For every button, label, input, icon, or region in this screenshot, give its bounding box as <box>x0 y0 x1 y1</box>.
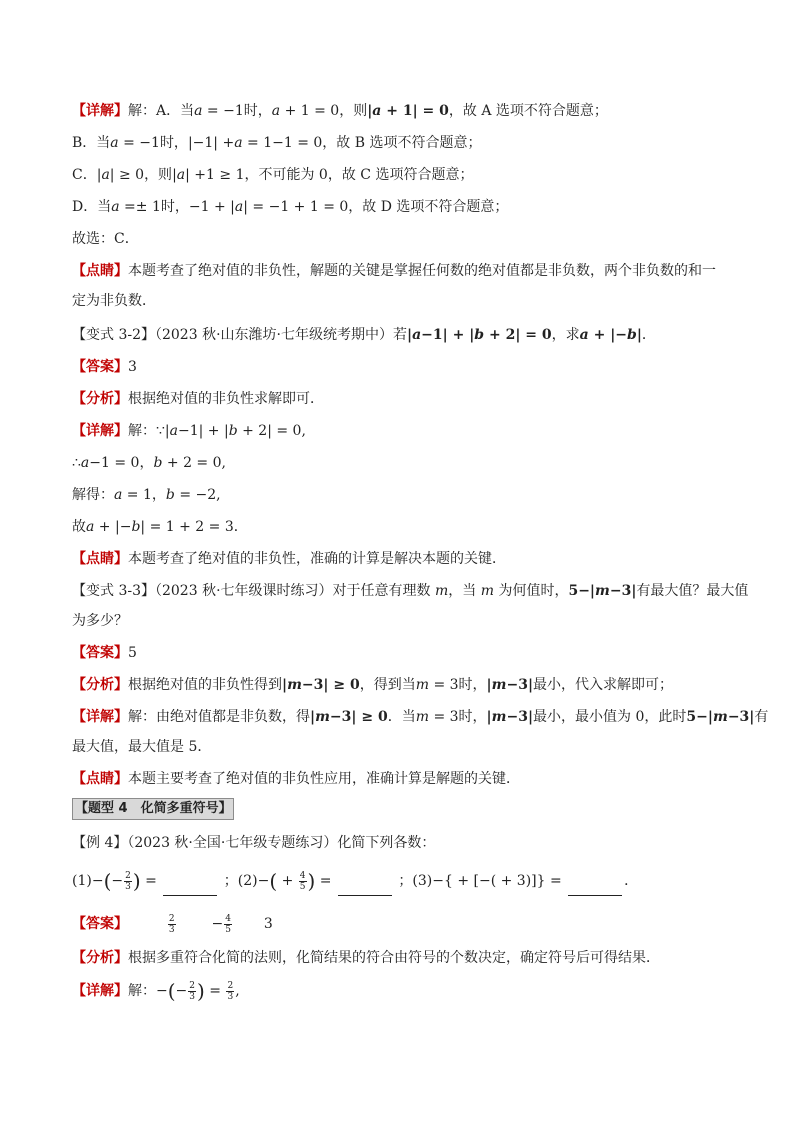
variant-3-3-analysis: 【分析】根据绝对值的非负性得到|m−3| ≥ 0，得到当m = 3时，|m−3|最小，代入求解即可； <box>72 677 674 693</box>
example-4-questions: (1)−(− $\frac{2}{3}$ ) = ；(2)−( + $\frac{4}{5}$ ) = ；(3)−{ + [−( + 3)]} = ． <box>72 866 732 896</box>
example-4-detail: 【详解】解：−(− $\frac{2}{3}$ ) = $\frac{2}{3}$ , <box>72 979 240 1003</box>
answer-blank-3[interactable] <box>568 881 622 896</box>
type-4-heading: 【题型 4 化简多重符号】 <box>72 798 234 820</box>
example-4-analysis: 【分析】根据多重符合化简的法则，化简结果的符合由符号的个数决定，确定符号后可得结果． <box>72 950 660 966</box>
variant-3-2-comment: 【点睛】本题考查了绝对值的非负性，准确的计算是解决本题的关键． <box>72 551 506 567</box>
detail-line-3: C．|a| ≥ 0，则|a| +1 ≥ 1，不可能为 0，故 C 选项符合题意； <box>72 167 474 183</box>
variant-3-3-answer: 【答案】5 <box>72 645 137 661</box>
variant-3-2-detail-2: ∴a−1 = 0，b + 2 = 0, <box>72 455 226 471</box>
detail-line-4: D．当a =± 1时，−1 + |a| = −1 + 1 = 0，故 D 选项不符合题意； <box>72 199 509 215</box>
detail-tag: 【详解】 <box>72 103 128 119</box>
variant-3-3-title-1: 【变式 3-3】（2023 秋·七年级课时练习）对于任意有理数 m，当 m 为何值时，5−|m−3|有最大值？最大值 <box>72 583 749 599</box>
comment-line-1: 【点睛】本题考查了绝对值的非负性，解题的关键是掌握任何数的绝对值都是非负数，两个非负数的和一 <box>72 263 716 279</box>
detail-line-5: 故选：C． <box>72 231 139 247</box>
variant-3-2-analysis: 【分析】根据绝对值的非负性求解即可． <box>72 391 324 407</box>
variant-3-2-title: 【变式 3-2】（2023 秋·山东潍坊·七年级统考期中）若|a−1| + |b + 2| = 0，求a + |−b|． <box>72 327 656 343</box>
variant-3-2-detail-1: 【详解】解：∵|a−1| + |b + 2| = 0, <box>72 423 306 439</box>
answer-blank-1[interactable] <box>163 881 217 896</box>
detail-line-2: B．当a = −1时，|−1| +a = 1−1 = 0，故 B 选项不符合题意； <box>72 135 482 151</box>
detail-line-1: 【详解】解：A．当a = −1时，a + 1 = 0，则|a + 1| = 0，故 A 选项不符合题意； <box>72 103 608 119</box>
comment-line-2: 定为非负数． <box>72 293 156 309</box>
variant-3-2-detail-4: 故a + |−b| = 1 + 2 = 3． <box>72 519 248 535</box>
variant-3-3-detail-1: 【详解】解：由绝对值都是非负数，得|m−3| ≥ 0．当m = 3时，|m−3|最小，最小值为 0，此时5−|m−3|有 <box>72 709 769 725</box>
variant-3-3-comment: 【点睛】本题主要考查了绝对值的非负性应用，准确计算是解题的关键． <box>72 771 520 787</box>
variant-3-2-answer: 【答案】3 <box>72 359 137 375</box>
variant-3-2-detail-3: 解得：a = 1，b = −2, <box>72 487 221 503</box>
answer-blank-2[interactable] <box>338 881 392 896</box>
variant-3-3-title-2: 为多少？ <box>72 613 128 629</box>
example-4-answer: 【答案】 $\frac{2}{3}$ − $\frac{4}{5}$ 3 <box>72 913 273 935</box>
variant-3-3-detail-2: 最大值，最大值是 5． <box>72 739 212 755</box>
example-4-title: 【例 4】（2023 秋·全国·七年级专题练习）化简下列各数： <box>72 835 436 851</box>
